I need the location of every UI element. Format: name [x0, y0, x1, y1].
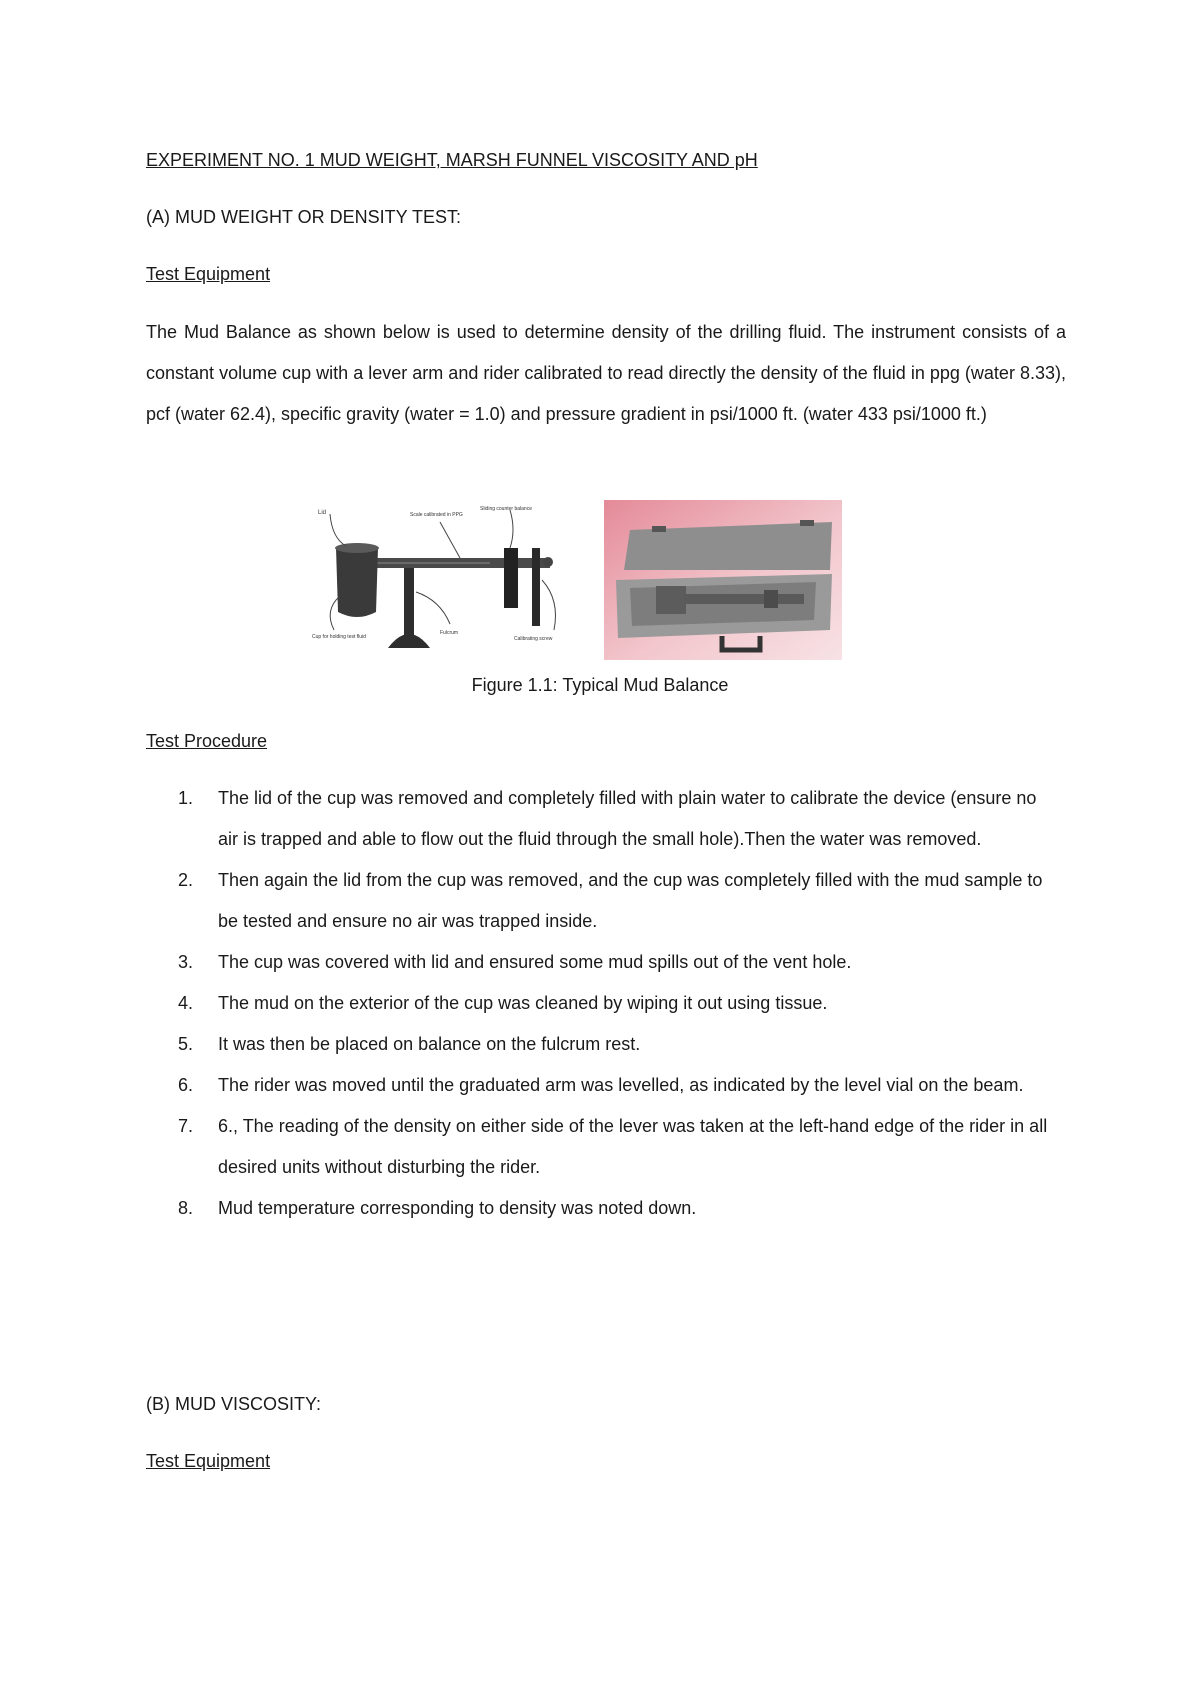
step-number: 1. [178, 788, 194, 808]
step-text: The cup was covered with lid and ensured some mud spills out of the vent hole. [218, 952, 852, 972]
section-b-heading: (B) MUD VISCOSITY: [146, 1394, 322, 1414]
step-text: Then again the lid from the cup was removed, and the cup was completely filled with the mud sample to be tested and ensure no air was trapped inside. [218, 870, 1043, 931]
test-equipment-heading: Test Equipment [146, 264, 271, 284]
label-lid: Lid [318, 510, 327, 516]
step-text: The lid of the cup was removed and completely filled with plain water to calibrate the device (ensure no air is trapped and able to flow out the fluid through the small hole).Then the water was removed. [218, 788, 1037, 849]
label-calibrating-screw: Calibrating screw [514, 636, 553, 642]
step-number: 6. [178, 1075, 194, 1095]
test-equipment-heading-2: Test Equipment [146, 1451, 271, 1471]
figure-caption: Figure 1.1: Typical Mud Balance [471, 675, 729, 695]
step-text: The mud on the exterior of the cup was cleaned by wiping it out using tissue. [218, 993, 828, 1013]
mud-balance-diagram [310, 500, 578, 660]
experiment-title: EXPERIMENT NO. 1 MUD WEIGHT, MARSH FUNNEL VISCOSITY AND pH [146, 150, 758, 170]
step-number: 2. [178, 870, 194, 890]
step-text: It was then be placed on balance on the fulcrum rest. [218, 1034, 641, 1054]
label-cup: Cup for holding test fluid [312, 634, 366, 640]
label-fulcrum: Fulcrum [440, 630, 459, 636]
step-number: 4. [178, 993, 194, 1013]
intro-paragraph: The Mud Balance as shown below is used to determine density of the drilling fluid. The instrument consists of a constant volume cup with a lever arm and rider calibrated to read directly the density of the fluid in ppg (water 8.33), pcf (water 62.4), specific gravity (water = 1.0) and pressure gradient in psi/1000 ft. (water 433 psi/1000 ft.) [146, 322, 1066, 424]
step-number: 5. [178, 1034, 194, 1054]
step-number: 7. [178, 1116, 194, 1136]
step-text: 6., The reading of the density on either side of the lever was taken at the left-hand edge of the rider in all desired units without disturbing the rider. [218, 1116, 1048, 1177]
procedure-step [180, 778, 1060, 860]
mud-balance-case-photo [604, 500, 842, 660]
label-sliding-counter: Sliding counter balance [480, 506, 532, 512]
step-text: The rider was moved until the graduated arm was levelled, as indicated by the level vial on the beam. [218, 1075, 1024, 1095]
section-a-heading: (A) MUD WEIGHT OR DENSITY TEST: [146, 207, 462, 227]
procedure-step [180, 1188, 1060, 1229]
procedure-step [180, 1065, 1060, 1106]
procedure-step [180, 1024, 1060, 1065]
procedure-list [180, 778, 1060, 1229]
test-procedure-heading: Test Procedure [146, 731, 268, 751]
procedure-step [180, 983, 1060, 1024]
procedure-step [180, 860, 1060, 942]
step-number: 3. [178, 952, 194, 972]
procedure-step [180, 942, 1060, 983]
step-text: Mud temperature corresponding to density was noted down. [218, 1198, 697, 1218]
label-scale: Scale calibrated in PPG [410, 512, 463, 518]
step-number: 8. [178, 1198, 194, 1218]
procedure-step [180, 1106, 1060, 1188]
